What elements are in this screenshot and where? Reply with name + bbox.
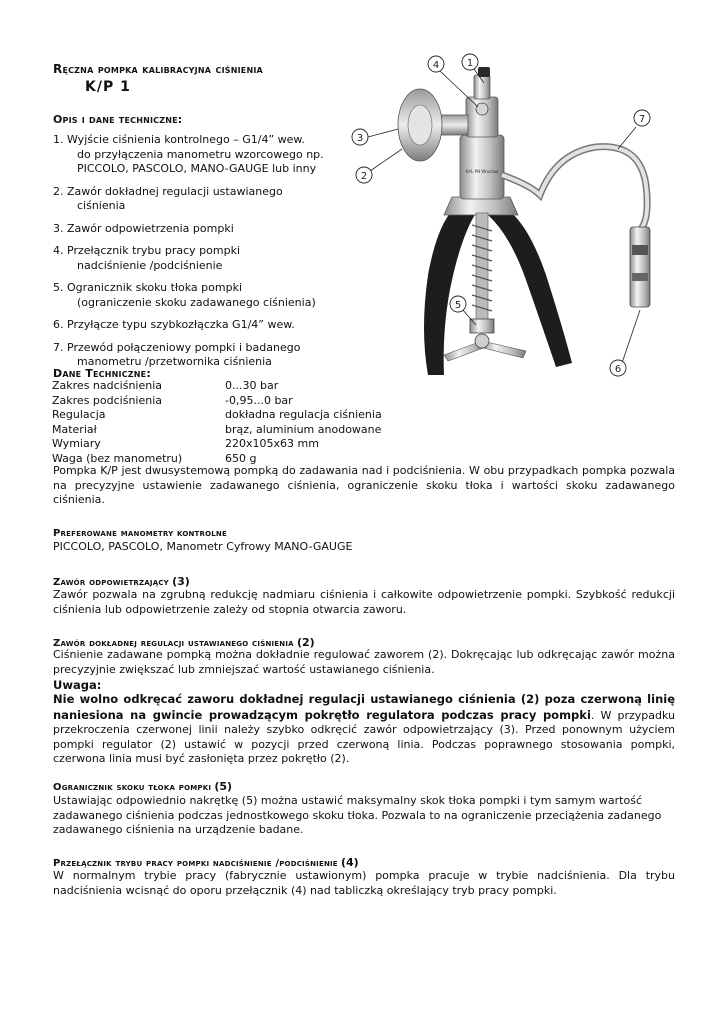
section-heading-preferred: Preferowane manometry kontrolne bbox=[53, 528, 227, 539]
svg-text:6: 6 bbox=[614, 364, 622, 375]
item-text: do przyłączenia manometru wzorcowego np. bbox=[77, 147, 324, 161]
pump-cylinder bbox=[460, 135, 504, 199]
item-text: Wyjście ciśnienia kontrolnego – G1/4” wew. bbox=[67, 133, 305, 146]
item-number: 2. bbox=[53, 184, 64, 198]
item-number: 1. bbox=[53, 133, 64, 146]
model-name: K/P 1 bbox=[85, 79, 131, 95]
list-item bbox=[53, 318, 343, 333]
preferred-gauges: PICCOLO, PASCOLO, Manometr Cyfrowy MANO-GAUGE bbox=[53, 540, 353, 553]
item-text: Zawór dokładnej regulacji ustawianego bbox=[67, 184, 283, 198]
table-row: Zakres podciśnienia -0,95...0 bar bbox=[52, 393, 293, 407]
mode-switch-paragraph: W normalnym trybie pracy (fabrycznie ustawionym) pompka pracuje w trybie nadciśnienia. Dla trybu nadciśnienia wcisnąć do oporu przełącznik (4) nad tabliczką określający tryb pracy pompki. bbox=[53, 869, 675, 897]
warning-paragraph bbox=[53, 692, 675, 767]
svg-text:5: 5 bbox=[454, 300, 462, 311]
list-item bbox=[53, 133, 343, 177]
spec-table bbox=[52, 379, 382, 466]
body-label: KAL-PN Wrocław bbox=[465, 169, 499, 174]
vent-valve-paragraph: Zawór pozwala na zgrubną redukcję nadmiaru ciśnienia i całkowite odpowietrzenie pompki. Szybkość redukcji ciśnienia lub odpowietrzenie zależy od stopnia otwarcia zaworu. bbox=[53, 588, 675, 616]
section-heading-regulation-valve: Zawór dokładnej regulacji ustawianego ciśnienia (2) bbox=[53, 636, 315, 649]
section-heading-dane: Dane Techniczne: bbox=[53, 367, 151, 380]
section-heading-mode-switch: Przełącznik trybu pracy pompki nadciśnienie /podciśnienie (4) bbox=[53, 856, 359, 869]
item-text: (ograniczenie skoku zadawanego ciśnienia) bbox=[77, 295, 316, 309]
table-row: Zakres nadciśnienia 0...30 bar bbox=[52, 379, 279, 392]
warning-bold-text: Nie wolno odkręcać zaworu dokładnej regulacji ustawianego ciśnienia (2) poza czerwoną linię naniesiona na gwincie prowadzącym pokrętło regulatora podczas pracy pompki bbox=[53, 692, 675, 722]
right-handle bbox=[488, 205, 572, 367]
item-number: 6. bbox=[53, 318, 64, 331]
item-text: ciśnienia bbox=[77, 199, 126, 212]
quick-coupler bbox=[630, 227, 650, 307]
stroke-limiter-paragraph: Ustawiając odpowiednio nakrętkę (5) można ustawić maksymalny skok tłoka pompki i tym samym wartość zadawanego ciśnienia podczas jednostkowego skoku tłoka. Pozwala to na ograniczenie przeciążenia zadanego zadawanego ciśnienia na urządzenie badane. bbox=[53, 794, 662, 836]
item-text: manometru /przetwornika ciśnienia bbox=[77, 355, 272, 368]
pump-illustration bbox=[340, 45, 710, 385]
item-text: Ogranicznik skoku tłoka pompki bbox=[67, 281, 243, 294]
limiter-nut bbox=[470, 319, 494, 333]
item-number: 4. bbox=[53, 244, 64, 257]
list-item bbox=[53, 341, 343, 370]
warning-text: . W przypadku przekroczenia czerwonej linii należy szybko odkręcić zawór odpowietrzający (3). Przed ponownym użyciem pompki regulator (2) ustawić w pozycji przed czerwoną linia. Podczas poprawnego stosowania pompki, czerwona linia musi być zasłonięta przez pokrętło (2). bbox=[53, 708, 675, 765]
item-text: PICCOLO, PASCOLO, MANO-GAUGE lub inny bbox=[77, 162, 317, 175]
item-text: nadciśnienie /podciśnienie bbox=[77, 258, 223, 272]
item-text: Przełącznik trybu pracy pompki bbox=[67, 244, 241, 257]
warning-label: Uwaga: bbox=[53, 678, 102, 692]
item-text: Przyłącze typu szybkozłączka G1/4” wew. bbox=[67, 318, 295, 331]
regulation-valve-paragraph: Ciśnienie zadawane pompką można dokładnie regulować zaworem (2). Dokręcając lub odkręcając zawór można precyzyjnie zwiększać lub zmniejszać wartość ustawianego ciśnienia. bbox=[53, 648, 675, 676]
item-number: 7. bbox=[53, 340, 64, 354]
intro-paragraph: Pompka K/P jest dwusystemową pompką do zadawania nad i podciśnienia. W obu przypadkach pompka pozwala na precyzyjne ustawienie zadawanego ciśnienia, ograniczenie skoku tłoka i wartości skoku zadawanego ciśnienia. bbox=[53, 464, 675, 506]
table-row: Waga (bez manometru) 650 g bbox=[52, 451, 257, 465]
list-item bbox=[53, 185, 343, 214]
svg-text:1: 1 bbox=[466, 58, 474, 69]
list-item bbox=[53, 281, 343, 310]
item-text: Przewód połączeniowy pompki i badanego bbox=[67, 340, 301, 354]
svg-text:2: 2 bbox=[360, 171, 368, 182]
parts-list bbox=[53, 133, 343, 378]
section-heading-vent-valve: Zawór odpowietrzający (3) bbox=[53, 575, 190, 588]
connection-hose bbox=[502, 147, 647, 230]
list-item bbox=[53, 244, 343, 273]
svg-text:7: 7 bbox=[638, 114, 646, 125]
svg-text:4: 4 bbox=[432, 60, 440, 71]
section-heading-opis: Opis i dane techniczne: bbox=[53, 113, 183, 126]
list-item bbox=[53, 222, 343, 237]
table-row: Regulacja dokładna regulacja ciśnienia bbox=[52, 408, 382, 421]
item-text: Zawór odpowietrzenia pompki bbox=[67, 221, 234, 235]
document-title: Ręczna pompka kalibracyjna ciśnienia bbox=[53, 62, 263, 76]
item-number: 3. bbox=[53, 221, 64, 235]
svg-text:3: 3 bbox=[356, 133, 364, 144]
item-number: 5. bbox=[53, 281, 64, 294]
table-row: Materiał brąz, aluminium anodowane bbox=[52, 422, 382, 436]
table-row: Wymiary 220x105x63 mm bbox=[52, 437, 319, 450]
section-heading-stroke-limiter: Ogranicznik skoku tłoka pompki (5) bbox=[53, 780, 233, 793]
